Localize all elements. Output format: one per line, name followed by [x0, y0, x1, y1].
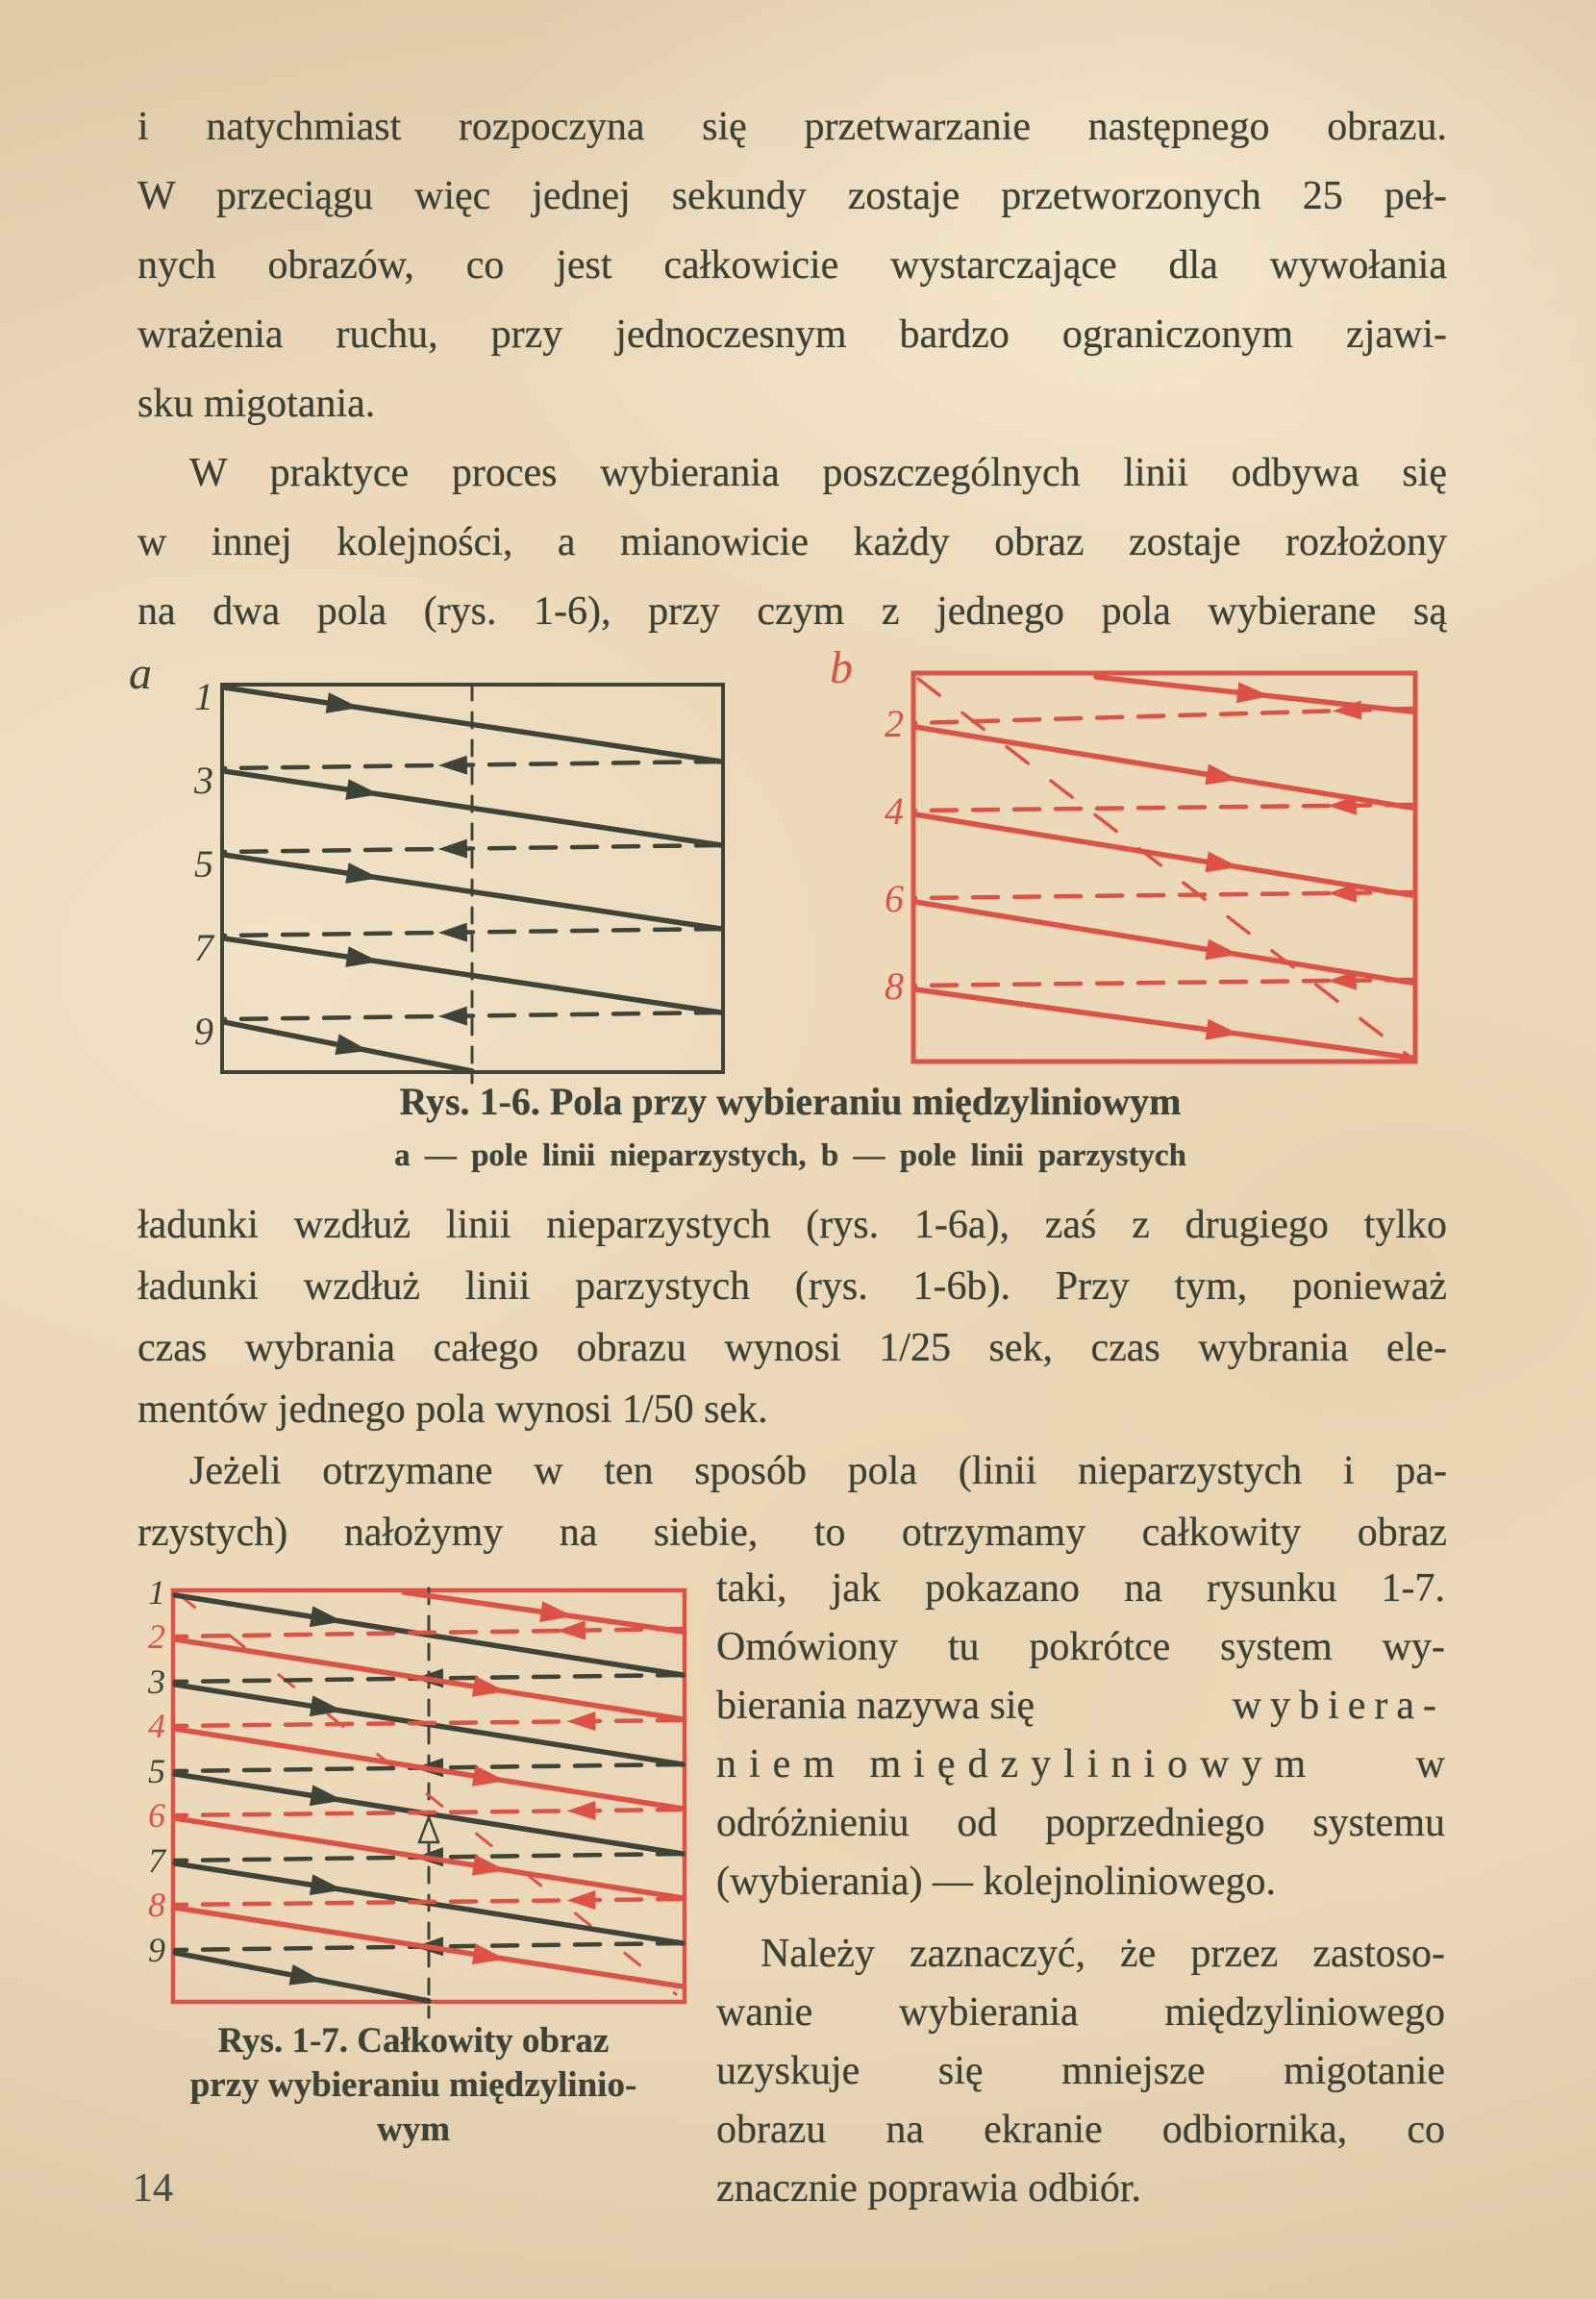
- paragraph-1: [137, 92, 1447, 438]
- retrace-arrow-left: [557, 1621, 586, 1640]
- scan-arrow-right: [1205, 939, 1238, 961]
- scan-line-number: 1: [148, 1573, 165, 1612]
- scan-line-number: 2: [148, 1617, 165, 1656]
- scan-line-number: 8: [885, 964, 904, 1008]
- scan-arrow-right: [1205, 852, 1238, 873]
- scan-line-number: 7: [148, 1841, 165, 1880]
- scan-arrow-right: [310, 1695, 343, 1716]
- retrace-arrow-left: [566, 1801, 595, 1820]
- scan-arrow-right: [310, 1606, 343, 1627]
- scan-line-number: 2: [885, 702, 904, 745]
- figure-1-7-combined-frame: [77, 1567, 711, 2038]
- scan-line-number: 6: [148, 1796, 165, 1835]
- text-line: wanie wybierania międzyliniowego: [716, 1990, 1445, 2035]
- scan-line-number: 1: [194, 675, 213, 718]
- retrace-line-dashed: [175, 1899, 683, 1905]
- text-line: taki, jak pokazano na rysunku 1-7.: [716, 1566, 1445, 1611]
- text-run-letterspaced: wybiera-: [1232, 1684, 1445, 1728]
- scan-arrow-right: [345, 779, 379, 800]
- scan-line-even: [915, 902, 1411, 983]
- text-line: nych obrazów, co jest całkowicie wystarczające dla wywołania: [137, 243, 1447, 287]
- text-line: rzystych) nałożymy na siebie, to otrzymamy całkowity obraz: [137, 1511, 1447, 1555]
- scan-arrow-right: [310, 1874, 343, 1895]
- retrace-arrow-left: [438, 923, 467, 942]
- retrace-arrow-left: [438, 756, 467, 775]
- retrace-line-dashed: [175, 1720, 683, 1726]
- field-a-label: a: [129, 648, 152, 699]
- scan-arrow-right: [1206, 1019, 1239, 1040]
- scan-line-number: 4: [885, 789, 904, 833]
- text-run-letterspaced: niem międzyliniowym: [716, 1742, 1319, 1787]
- text-line: Jeżeli otrzymane w ten sposób pola (linii nieparzystych i pa-: [189, 1449, 1447, 1493]
- scan-arrow-right: [1236, 682, 1270, 703]
- figure-1-7-caption-line: Rys. 1-7. Całkowity obraz: [217, 2021, 610, 2061]
- scan-line-number: 9: [194, 1010, 213, 1053]
- scan-line-number: 5: [148, 1752, 165, 1790]
- text-line: uzyskuje się mniejsze migotanie: [716, 2049, 1445, 2093]
- paragraph-3: [137, 1194, 1447, 1440]
- scan-arrow-right: [345, 862, 379, 884]
- scan-arrow-right: [539, 1601, 573, 1622]
- figure-1-7-caption-line: wym: [376, 2110, 451, 2149]
- scan-line-number: 9: [148, 1931, 165, 1969]
- text-line: mentów jednego pola wynosi 1/50 sek.: [137, 1387, 768, 1432]
- text-line: [716, 1680, 1445, 1732]
- text-line: wrażenia ruchu, przy jednoczesnym bardzo ograniczonym zjawi-: [137, 312, 1447, 357]
- retrace-arrow-left: [438, 1007, 467, 1026]
- figure-1-6-caption: Rys. 1-6. Pola przy wybieraniu międzyliniowym: [399, 1080, 1182, 1123]
- text-line: sku migotania.: [137, 382, 376, 426]
- paragraph-4: [137, 1440, 1447, 1563]
- text-line: odróżnieniu od poprzedniego systemu: [716, 1801, 1445, 1845]
- scan-line-number: 3: [148, 1662, 165, 1701]
- scan-line-number: 3: [194, 759, 213, 802]
- scan-line-number: 5: [194, 842, 213, 886]
- figure-1-6-subcaption: a — pole linii nieparzystych, b — pole linii parzystych: [394, 1138, 1186, 1173]
- text-line: Omówiony tu pokrótce system wy-: [716, 1625, 1445, 1669]
- scan-line-number: 6: [885, 877, 904, 920]
- figure-1-6-interlace-fields: [0, 615, 1596, 1096]
- text-line: i natychmiast rozpoczyna się przetwarzanie następnego obrazu.: [137, 105, 1447, 149]
- retrace-arrow-left: [566, 1712, 595, 1731]
- scan-line-even: [915, 727, 1411, 808]
- text-run: bierania nazywa się: [716, 1684, 1035, 1728]
- page-number: 14: [133, 2166, 173, 2211]
- text-line: na dwa pola (rys. 1-6), przy czym z jednego pola wybierane są: [137, 589, 1447, 634]
- text-line: Należy zaznaczyć, że przez zastoso-: [761, 1932, 1445, 1976]
- text-line: W praktyce proces wybierania poszczególnych linii odbywa się: [189, 451, 1447, 495]
- retrace-arrow-left: [438, 839, 467, 859]
- scan-line-number: 8: [148, 1886, 165, 1924]
- figure-1-7-caption-line: przy wybieraniu międzylinio-: [189, 2065, 637, 2105]
- text-line: ładunki wzdłuż linii nieparzystych (rys. 1-6a), zaś z drugiego tylko: [137, 1203, 1447, 1247]
- text-line: (wybierania) — kolejnoliniowego.: [716, 1860, 1277, 1904]
- text-line: czas wybrania całego obrazu wynosi 1/25 sek, czas wybrania ele-: [137, 1326, 1447, 1370]
- text-line: W przeciągu więc jednej sekundy zostaje przetworzonych 25 peł-: [137, 174, 1447, 218]
- scan-line-number: 7: [194, 926, 213, 969]
- scan-arrow-right: [1205, 764, 1238, 786]
- scan-line-even: [915, 814, 1411, 895]
- text-line: obrazu na ekranie odbiornika, co: [716, 2108, 1445, 2152]
- retrace-arrow-left: [566, 1890, 595, 1910]
- scan-arrow-right: [326, 692, 360, 713]
- scan-arrow-right: [310, 1785, 343, 1806]
- text-line: w innej kolejności, a mianowicie każdy obraz zostaje rozłożony: [137, 520, 1447, 564]
- field-start-up-arrow: [419, 1817, 438, 1842]
- scan-arrow-right: [345, 946, 379, 967]
- field-b-label: b: [830, 642, 853, 693]
- text-line: ładunki wzdłuż linii parzystych (rys. 1-6b). Przy tym, ponieważ: [137, 1264, 1447, 1309]
- text-line: znacznie poprawia odbiór.: [716, 2166, 1141, 2211]
- scan-line-number: 4: [148, 1707, 165, 1745]
- text-line: [716, 1738, 1445, 1790]
- text-run: w: [1415, 1742, 1445, 1787]
- field-b-frame: [913, 673, 1415, 1062]
